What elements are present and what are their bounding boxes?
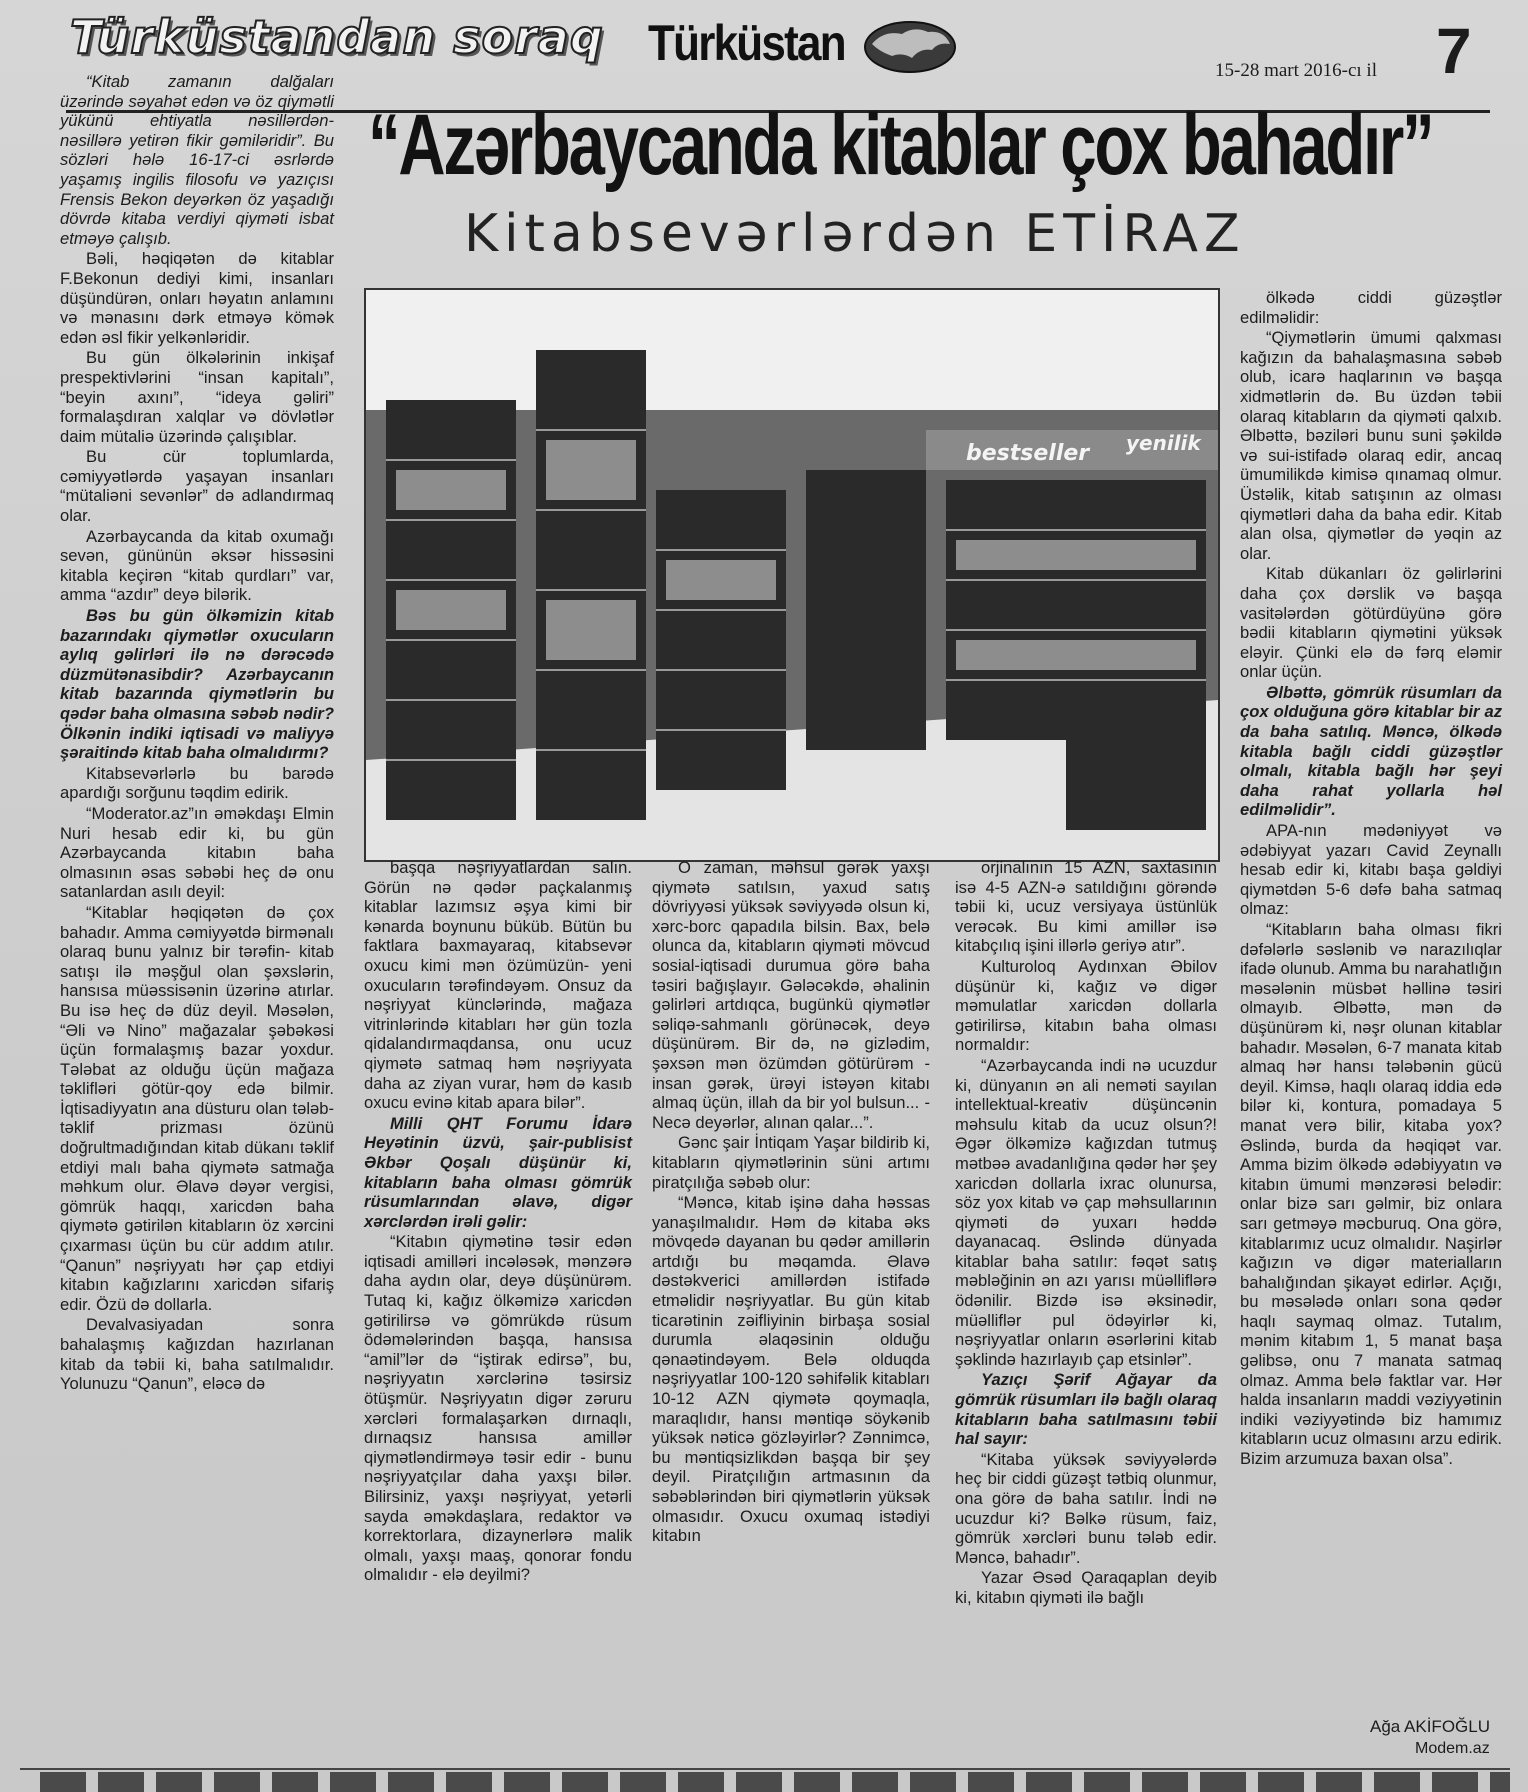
paragraph: Yazıçı Şərif Ağayar da gömrük rüsumları ilə bağlı olaraq kitabların baha satılmasını təbii hal sayır: bbox=[955, 1370, 1217, 1449]
paragraph: Kulturoloq Aydınxan Əbilov düşünür ki, kağız və digər məmulatlar xaricdən dollarla gətirilirsə, kitabın baha olması normaldır: bbox=[955, 956, 1217, 1055]
paragraph: O zaman, məhsul gərək yaxşı qiymətə satılsın, yaxud satış dövriyyəsi yüksək səviyyədə olsun ki, xərc-borc qapadıla bilsin. Bax, belə olunca da, kitabların qiyməti mövcud sosial-iqtisadi durumua görə baha təsiri bağışlayır. Gələcəkdə, əhalinin gəlirləri artdıqca, bugünkü qiymətlər səliqə-sahmanlı görünəcək, deyə düşünürəm. Bir də, nə gizlədim, şəxsən mən özümdən götürürəm - insan gərək, ürəyi istəyən kitabı almaq üçün, illah da bir yol bulsun... - Necə deyərlər, alınan qalar...”. bbox=[652, 858, 930, 1132]
paragraph: Əlbəttə, gömrük rüsumları da çox olduğuna görə kitablar bir az da baha satılıq. Məncə, ölkədə kitabla bağlı ciddi güzəştlər olmalı, kitabla bağlı hər şeyi daha rahat yollarla həl edilməlidir”. bbox=[1240, 682, 1502, 820]
newspaper-brand: Türküstan bbox=[648, 15, 845, 71]
paragraph: Milli QHT Forumu İdarə Heyətinin üzvü, şair-publisist Əkbər Qoşalı düşünür ki, kitabların baha olması gömrük rüsumlarından əlavə, digər xərclərdən irəli gəlir: bbox=[364, 1113, 632, 1231]
globe-icon bbox=[862, 18, 958, 76]
article-column-5 bbox=[1240, 288, 1502, 1470]
paragraph: Yazar Əsəd Qaraqaplan deyib ki, kitabın qiyməti ilə bağlı bbox=[955, 1568, 1217, 1607]
paragraph: “Kitabların baha olması fikri dəfələrlə səslənib və narazılıqlar ifadə olunub. Amma bu narahatlığın məsələnin müsbət həllinə təsiri olmayıb. Əlbəttə, mən də düşünürəm ki, nəşr olunan kitablar bahadır. Məsələn, 6-7 manata kitab almaq hər hansı tələbənin gücü deyil. Kimsə, haqlı olaraq iddia edə bilər ki, kontura, pomadaya 5 manat verə bilir, kitaba yox? Əslində, burda da həqiqət var. Amma bizim ölkədə ədəbiyyatın və kitabın ümumi mənzərəsi belədir: onlar bizə sarı gəlmir, biz onlara sarı getməyə məcburuq. Ona görə, kitablarımız ucuz olmalıdır. Naşirlər kağızın və digər materialların bahalığından şikayət edirlər. Açığı, bu məsələdə onları sona qədər haqlı saymaq olmaz. Tutalım, mənim kitabım 1, 5 manat başa gəlibsə, onu 7 manata satmaq olmaz. Amma belə faktlar var. Hər halda insanların maddi vəziyyətinin indiki vəziyyətində biz hamımız kitabların ucuz olmasını arzu edirik. Bizim arzumuza baxan olsa”. bbox=[1240, 920, 1502, 1469]
paragraph: “Qiymətlərin ümumi qalxması kağızın da bahalaşmasına səbəb olub, icarə haqlarının və başqa xidmətlərin də. Bu üzdən təbii olaraq kitabların da qiyməti qalxıb. Əlbəttə, bəziləri bunu suni şəkildə və sui-istifadə olaraq edir, ancaq ümumilikdə kimisə qınamaq olmur. Üstəlik, kitab satışının az olması qiymətləri daha da baha edir. Kitab alan olsa, qiymətlər də yəqin az olar. bbox=[1240, 328, 1502, 563]
paragraph: “Kitablar həqiqətən də çox bahadır. Amma cəmiyyətdə birmənalı olaraq bunu yalnız bir tərəfin- kitab satışı ilə məşğul olan şəxslərin, hansısa müəssisənin üzərinə atırlar. Bu isə heç də düz deyil. Məsələn, “Əli və Nino” mağazalar şəbəkəsi üçün formalaşmış bazar yoxdur. Tələbat az olduğu üçün mağaza təklifləri götür-qoy edə bilmir. İqtisadiyyatın ana düsturu olan tələb-təklif prizması özünü doğrultmadığından kitab dükanı təklif etdiyi malı baha qiymətə satmağa məhkum olur. Əlavə dəyər vergisi, gömrük haqqı, xaricdən baha qiymətə gətirilən kitabların öz xərcini çıxarması üçün bu cür addım atılır. “Qanun” nəşriyyatı hər çap etdiyi kitabın kağızlarını xaricdən sifariş edir. Özü də dollarla. bbox=[60, 902, 334, 1314]
paragraph: “Kitab zamanın dalğaları üzərində səyahət edən və öz qiymətli yükünü ehtiyatla nəsillərdən- nəsillərə yetirən fikir gəmiləridir”. Bu sözləri hələ 16-17-ci əsrlərdə yaşamış ingilis filosofu və yazıçısı Frensis Bekon deyərkən öz yaşadığı dövrdə kitaba verdiyi qiyməti isbat etməyə çalışıb. bbox=[60, 72, 334, 248]
paragraph: Kitabsevərlərlə bu barədə apardığı sorğunu təqdim edirik. bbox=[60, 763, 334, 803]
article-column-1 bbox=[60, 72, 334, 1395]
section-title: Türküstandan soraq bbox=[70, 10, 604, 64]
article-author: Ağa AKİFOĞLU bbox=[1370, 1717, 1490, 1736]
bottom-rule bbox=[20, 1768, 1510, 1770]
next-article-banner-cropped bbox=[40, 1772, 1510, 1792]
paragraph: ölkədə ciddi güzəştlər edilməlidir: bbox=[1240, 288, 1502, 327]
page-number: 7 bbox=[1436, 15, 1472, 87]
paragraph: orjinalının 15 AZN, saxtasının isə 4-5 AZN-ə satıldığını görəndə təbii ki, ucuz versiyaya üstünlük verəcək. Bu kimi amillər isə kitabçılıq işini illərlə geriyə atır”. bbox=[955, 858, 1217, 956]
paragraph: başqa nəşriyyatlardan salın. Görün nə qədər paçkalanmış kitablar lazımsız əşya kimi bir kənarda boynunu büküb. Bütün bu faktlara baxmayaraq, kitabsevər oxucu kimi mən özümüzün- yeni oxucuların tərəfindəyəm. Onsuz da nəşriyyat künclərində, mağaza vitrinlərində kitabları hər gün tozla qidalandırmaqdansa, onu ucuz qiymətə satmaq həm nəşriyyata daha az ziyan vurar, həm də kasıb oxucu evinə kitab apara bilər”. bbox=[364, 858, 632, 1113]
paragraph: “Kitaba yüksək səviyyələrdə heç bir ciddi güzəşt tətbiq olunmur, ona görə də baha satılır. İndi nə ucuzdur ki? Bəlkə rüsum, faiz, gömrük xərcləri bunu tələb edir. Məncə, bahadır”. bbox=[955, 1449, 1217, 1567]
article-column-2 bbox=[364, 858, 632, 1586]
sign-yenilik: yenilik bbox=[1126, 431, 1201, 455]
paragraph: Bu gün ölkələrinin inkişaf prespektivlərini “insan kapitalı”, “beyin axını”, “ideya gəliri” formalaşdıran xalqlar və dövlətlər daim mütaliə üzərində çalışıblar. bbox=[60, 348, 334, 446]
paragraph: Gənc şair İntiqam Yaşar bildirib ki, kitabların qiymətlərinin süni artımı piratçılığa səbəb olur: bbox=[652, 1133, 930, 1192]
paragraph: Bəs bu gün ölkəmizin kitab bazarındakı qiymətlər oxucuların aylıq gəlirləri ilə nə dərəcədə düzmütənasibdir? Azərbaycanın kitab bazarında qiymətlərin bu qədər baha olmasına səbəb nədir? Ölkənin indiki iqtisadi və maliyyə şəraitində kitab baha olmalıdırmı? bbox=[60, 606, 334, 763]
article-subheadline: Kitabsevərlərdən ETİRAZ bbox=[464, 204, 1246, 264]
paragraph: Bəli, həqiqətən də kitablar F.Bekonun dediyi kimi, insanları düşündürən, onları həyatın anlamını və mənasını dərk etməyə kömək edən əsl fikir yelkənləridir. bbox=[60, 249, 334, 347]
paragraph: APA-nın mədəniyyət və ədəbiyyat yazarı Cavid Zeynallı hesab edir ki, kitabı başa gəldiyi qiymətdən 5-6 dəfə baha satmaq olmaz: bbox=[1240, 821, 1502, 919]
issue-date: 15-28 mart 2016-cı il bbox=[1215, 60, 1377, 81]
article-headline: “Azərbaycanda kitablar çox bahadır” bbox=[368, 97, 1433, 193]
paragraph: Kitab dükanları öz gəlirlərini daha çox dərslik və başqa vasitələrdən götürdüyünə görə bədii kitabların qiymətini yüksək eləyir. Çünki elə də fərq eləmir onlar üçün. bbox=[1240, 564, 1502, 682]
article-column-3 bbox=[652, 858, 930, 1547]
paragraph: “Kitabın qiymətinə təsir edən iqtisadi amilləri incələsək, mənzərə daha aydın olar, deyə düşünürəm. Tutaq ki, kağız ölkəmizə xaricdən gətirilirsə və gömrükdə rüsum ödəmələrindən başqa, hansısa “amil”lər də “iştirak edirsə”, bu, nəşriyyatın xərclərinə təsirsiz ötüşmür. Nəşriyyatın digər zəruru xərcləri formalaşarkən dırnaqlı, dırnaqsız hansısa amillər qiymətləndirməyə təsir edir - bunu nəşriyyatçılar daha yaxşı bilər. Bilirsiniz, yaxşı nəşriyyat, yetərli sayda əməkdaşlara, redaktor və korrektorlara, dizaynerlərə malik olmalı, yaxşı maaş, qonorar fondu olmalıdır - elə deyilmi? bbox=[364, 1232, 632, 1585]
paragraph: “Moderator.az”ın əməkdaşı Elmin Nuri hesab edir ki, bu gün Azərbaycanda kitabın baha olmasının əsas səbəbi heç də onu satanlardan asılı deyil: bbox=[60, 803, 334, 902]
paragraph: Devalvasiyadan sonra bahalaşmış kağızdan hazırlanan kitab da təbii ki, baha satılmalıdır. Yolunuzu “Qanun”, eləcə də bbox=[60, 1315, 334, 1394]
paragraph: “Məncə, kitab işinə daha həssas yanaşılmalıdır. Həm də kitaba əks mövqedə dayanan bu qədər amillərin artdığı bu məqamda. Əlavə dəstəkverici amillərdən istifadə etməlidir nəşriyyatlar. Bu gün kitab ticarətinin zəifliyinin birbaşa sosial durumla əlaqəsinin olduğu qənaətindəyəm. Belə olduqda nəşriyyatlar 100-120 səhifəlik kitabları 10-12 AZN qiymətə qoymaqla, maraqlıdır, hansı məntiqə söykənib yüksək nəticə gözləyirlər? Zənnimcə, bu məntiqsizlikdən başqa bir şey deyil. Piratçılığın artmasının da səbəblərindən biri qiymətlərin yüksək olmasıdır. Oxucu oxumaq istədiyi kitabın bbox=[652, 1193, 930, 1546]
bookstore-photo bbox=[364, 288, 1220, 862]
article-source: Modem.az bbox=[1415, 1740, 1490, 1757]
paragraph: Azərbaycanda da kitab oxumağı sevən, gününün əksər hissəsini kitabla keçirən “kitab qurdları” var, amma “azdır” deyə bilərik. bbox=[60, 526, 334, 605]
sign-bestseller: bestseller bbox=[966, 441, 1090, 466]
paragraph: Bu cür toplumlarda, cəmiyyətlərdə yaşayan insanları “mütaliəni sevənlər” də adlandırmaq olar. bbox=[60, 447, 334, 526]
paragraph: “Azərbaycanda indi nə ucuzdur ki, dünyanın ən ali neməti sayılan intellektual-kreativ düşüncənin məhsulu kitab da ucuz olsun?! Əgər ölkəmizə kağızdan tutmuş mətbəə avadanlığına qədər hər şey xaricdən dollarla ixrac olunursa, söz yox kitab və çap məhsullarının qiyməti də yuxarı həddə dayanacaq. Əslində dünyada kitablar baha satılır: fəqət satış məbləğinin ən azı yarısı müəlliflərə ödənilir. Bizdə isə əksinədir, müəlliflər pul ödəyirlər ki, nəşriyyatlar onların əsərlərini kitab şəklində hazırlayıb çap etsinlər”. bbox=[955, 1055, 1217, 1369]
article-column-4 bbox=[955, 858, 1217, 1609]
